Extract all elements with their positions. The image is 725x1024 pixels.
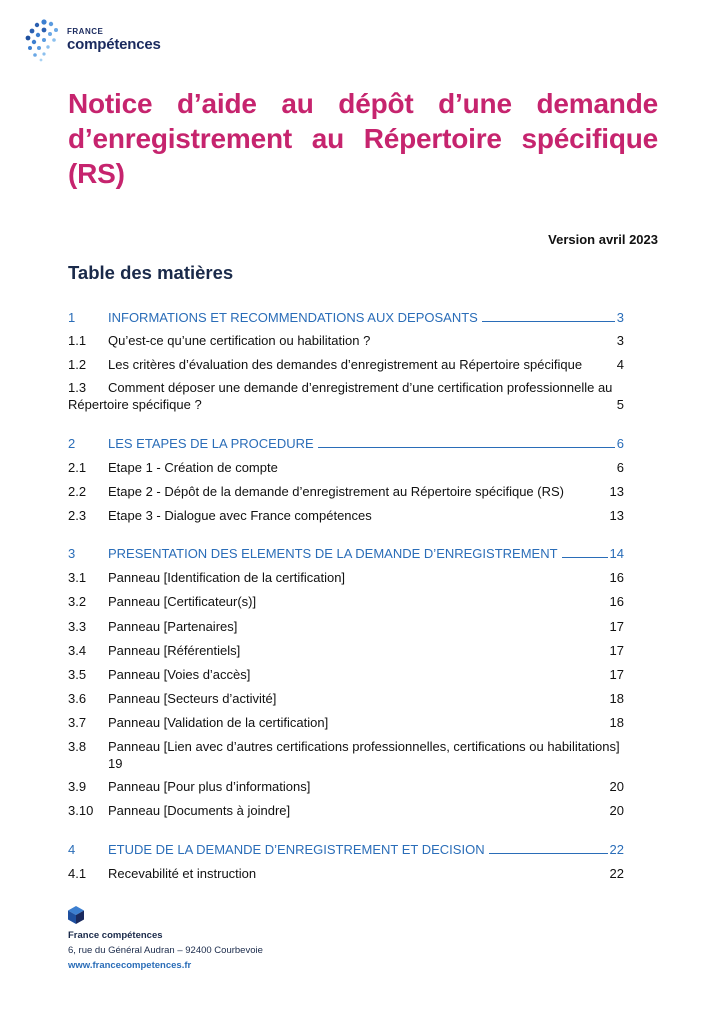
logo-dots-icon bbox=[24, 18, 64, 62]
toc-label: LES ETAPES DE LA PROCEDURE bbox=[108, 436, 314, 451]
toc-number: 2.1 bbox=[68, 460, 87, 475]
toc-leader bbox=[482, 321, 615, 322]
footer-address: 6, rue du Général Audran – 92400 Courbevoie bbox=[68, 945, 263, 956]
toc-page: 18 bbox=[609, 691, 624, 706]
toc-label: Panneau [Certificateur(s)] bbox=[108, 594, 257, 609]
toc-number: 2 bbox=[68, 436, 76, 451]
toc-number: 3.6 bbox=[68, 691, 87, 706]
toc-number: 3.8 bbox=[68, 739, 87, 754]
toc-number: 3.3 bbox=[68, 619, 87, 634]
toc-label: Panneau [Référentiels] bbox=[108, 643, 241, 658]
toc-label: Qu’est-ce qu’une certification ou habilitation ? bbox=[108, 333, 371, 348]
toc-page: 13 bbox=[609, 508, 624, 523]
toc-number: 2.2 bbox=[68, 484, 87, 499]
toc-label: Panneau [Secteurs d’activité] bbox=[108, 691, 277, 706]
toc-label: Panneau [Documents à joindre] bbox=[108, 803, 291, 818]
toc-label: Les critères d’évaluation des demandes d’enregistrement au Répertoire spécifique bbox=[108, 357, 583, 372]
toc-entry-3-9[interactable] bbox=[68, 779, 624, 794]
toc-page: 19 bbox=[108, 756, 123, 771]
toc-page: 17 bbox=[609, 619, 624, 634]
toc-page: 3 bbox=[616, 333, 624, 348]
toc-page: 3 bbox=[616, 310, 624, 325]
toc-label: Panneau [Lien avec d’autres certifications professionnelles, certifications ou habilitations] bbox=[108, 739, 620, 754]
toc-entry-3-7[interactable] bbox=[68, 715, 624, 730]
toc-label: Panneau [Validation de la certification] bbox=[108, 715, 329, 730]
toc-leader bbox=[318, 447, 615, 448]
toc-entry-3-2[interactable] bbox=[68, 594, 624, 609]
toc-entry-3[interactable] bbox=[68, 546, 624, 561]
cube-logo-icon bbox=[68, 906, 84, 924]
toc-entry-3-4[interactable] bbox=[68, 643, 624, 658]
toc-page: 17 bbox=[609, 667, 624, 682]
toc-page: 14 bbox=[609, 546, 624, 561]
toc-page: 22 bbox=[609, 842, 624, 857]
toc-number: 3.2 bbox=[68, 594, 87, 609]
toc-entry-2-3[interactable] bbox=[68, 508, 624, 523]
toc-entry-2-1[interactable] bbox=[68, 460, 624, 475]
toc-page: 5 bbox=[616, 397, 624, 412]
footer-website-link[interactable]: www.francecompetences.fr bbox=[68, 960, 192, 971]
toc-page: 22 bbox=[609, 866, 624, 881]
toc-number: 3.9 bbox=[68, 779, 87, 794]
toc-page: 20 bbox=[609, 803, 624, 818]
toc-entry-3-10[interactable] bbox=[68, 803, 624, 818]
toc-page: 13 bbox=[609, 484, 624, 499]
toc-number: 3.5 bbox=[68, 667, 87, 682]
toc-number: 1.1 bbox=[68, 333, 87, 348]
toc-page: 18 bbox=[609, 715, 624, 730]
toc-label: PRESENTATION DES ELEMENTS DE LA DEMANDE D’ENREGISTREMENT bbox=[108, 546, 558, 561]
toc-number: 3.1 bbox=[68, 570, 87, 585]
toc-label: Panneau [Partenaires] bbox=[108, 619, 238, 634]
logo-line2: compétences bbox=[67, 36, 161, 53]
toc-entry-1-3[interactable] bbox=[68, 379, 624, 413]
footer-org-name: France compétences bbox=[68, 930, 163, 941]
toc-page: 20 bbox=[609, 779, 624, 794]
toc-number: 4 bbox=[68, 842, 76, 857]
toc-page: 4 bbox=[616, 357, 624, 372]
toc-label: Panneau [Pour plus d’informations] bbox=[108, 779, 311, 794]
toc-leader bbox=[489, 853, 608, 854]
toc-label: ETUDE DE LA DEMANDE D’ENREGISTREMENT ET DECISION bbox=[108, 842, 485, 857]
toc-entry-1-2[interactable] bbox=[68, 357, 624, 372]
toc-page: 17 bbox=[609, 643, 624, 658]
toc-number: 3.7 bbox=[68, 715, 87, 730]
toc-entry-1[interactable] bbox=[68, 310, 624, 325]
toc-entry-4[interactable] bbox=[68, 842, 624, 857]
toc-label: Panneau [Identification de la certification] bbox=[108, 570, 346, 585]
toc-entry-4-1[interactable] bbox=[68, 866, 624, 881]
toc-number: 4.1 bbox=[68, 866, 87, 881]
toc-label: Etape 2 - Dépôt de la demande d’enregistrement au Répertoire spécifique (RS) bbox=[108, 484, 564, 499]
france-competences-logo bbox=[24, 18, 194, 68]
document-title: Notice d’aide au dépôt d’une demande d’enregistrement au Répertoire spécifique (RS) bbox=[68, 88, 658, 189]
toc-page: 16 bbox=[609, 594, 624, 609]
toc-number: 3 bbox=[68, 546, 76, 561]
toc-entry-3-1[interactable] bbox=[68, 570, 624, 585]
toc-number: 3.4 bbox=[68, 643, 87, 658]
toc-label: Etape 1 - Création de compte bbox=[108, 460, 278, 475]
toc-page: 6 bbox=[616, 436, 624, 451]
toc-label: INFORMATIONS ET RECOMMENDATIONS AUX DEPOSANTS bbox=[108, 310, 478, 325]
toc-label-line1: Comment déposer une demande d’enregistrement d’une certification professionnelle au bbox=[108, 380, 613, 395]
toc-heading: Table des matières bbox=[68, 262, 234, 283]
toc-label-line2: Répertoire spécifique ? bbox=[68, 397, 202, 412]
toc-entry-3-3[interactable] bbox=[68, 619, 624, 634]
toc-leader bbox=[562, 557, 608, 558]
version-label: Version avril 2023 bbox=[548, 232, 658, 247]
toc-entry-3-8[interactable] bbox=[68, 738, 648, 772]
toc-label: Panneau [Voies d’accès] bbox=[108, 667, 251, 682]
toc-number: 1.2 bbox=[68, 357, 87, 372]
toc-entry-2[interactable] bbox=[68, 436, 624, 451]
toc-number: 1.3 bbox=[68, 380, 87, 395]
toc-entry-2-2[interactable] bbox=[68, 484, 624, 499]
toc-entry-3-5[interactable] bbox=[68, 667, 624, 682]
toc-entry-3-6[interactable] bbox=[68, 691, 624, 706]
toc-number: 2.3 bbox=[68, 508, 87, 523]
toc-page: 16 bbox=[609, 570, 624, 585]
toc-number: 3.10 bbox=[68, 803, 94, 818]
toc-label: Etape 3 - Dialogue avec France compétences bbox=[108, 508, 372, 523]
toc-page: 6 bbox=[616, 460, 624, 475]
toc-label: Recevabilité et instruction bbox=[108, 866, 257, 881]
toc-number: 1 bbox=[68, 310, 76, 325]
toc-entry-1-1[interactable] bbox=[68, 333, 624, 348]
logo-line1: FRANCE bbox=[67, 27, 104, 36]
